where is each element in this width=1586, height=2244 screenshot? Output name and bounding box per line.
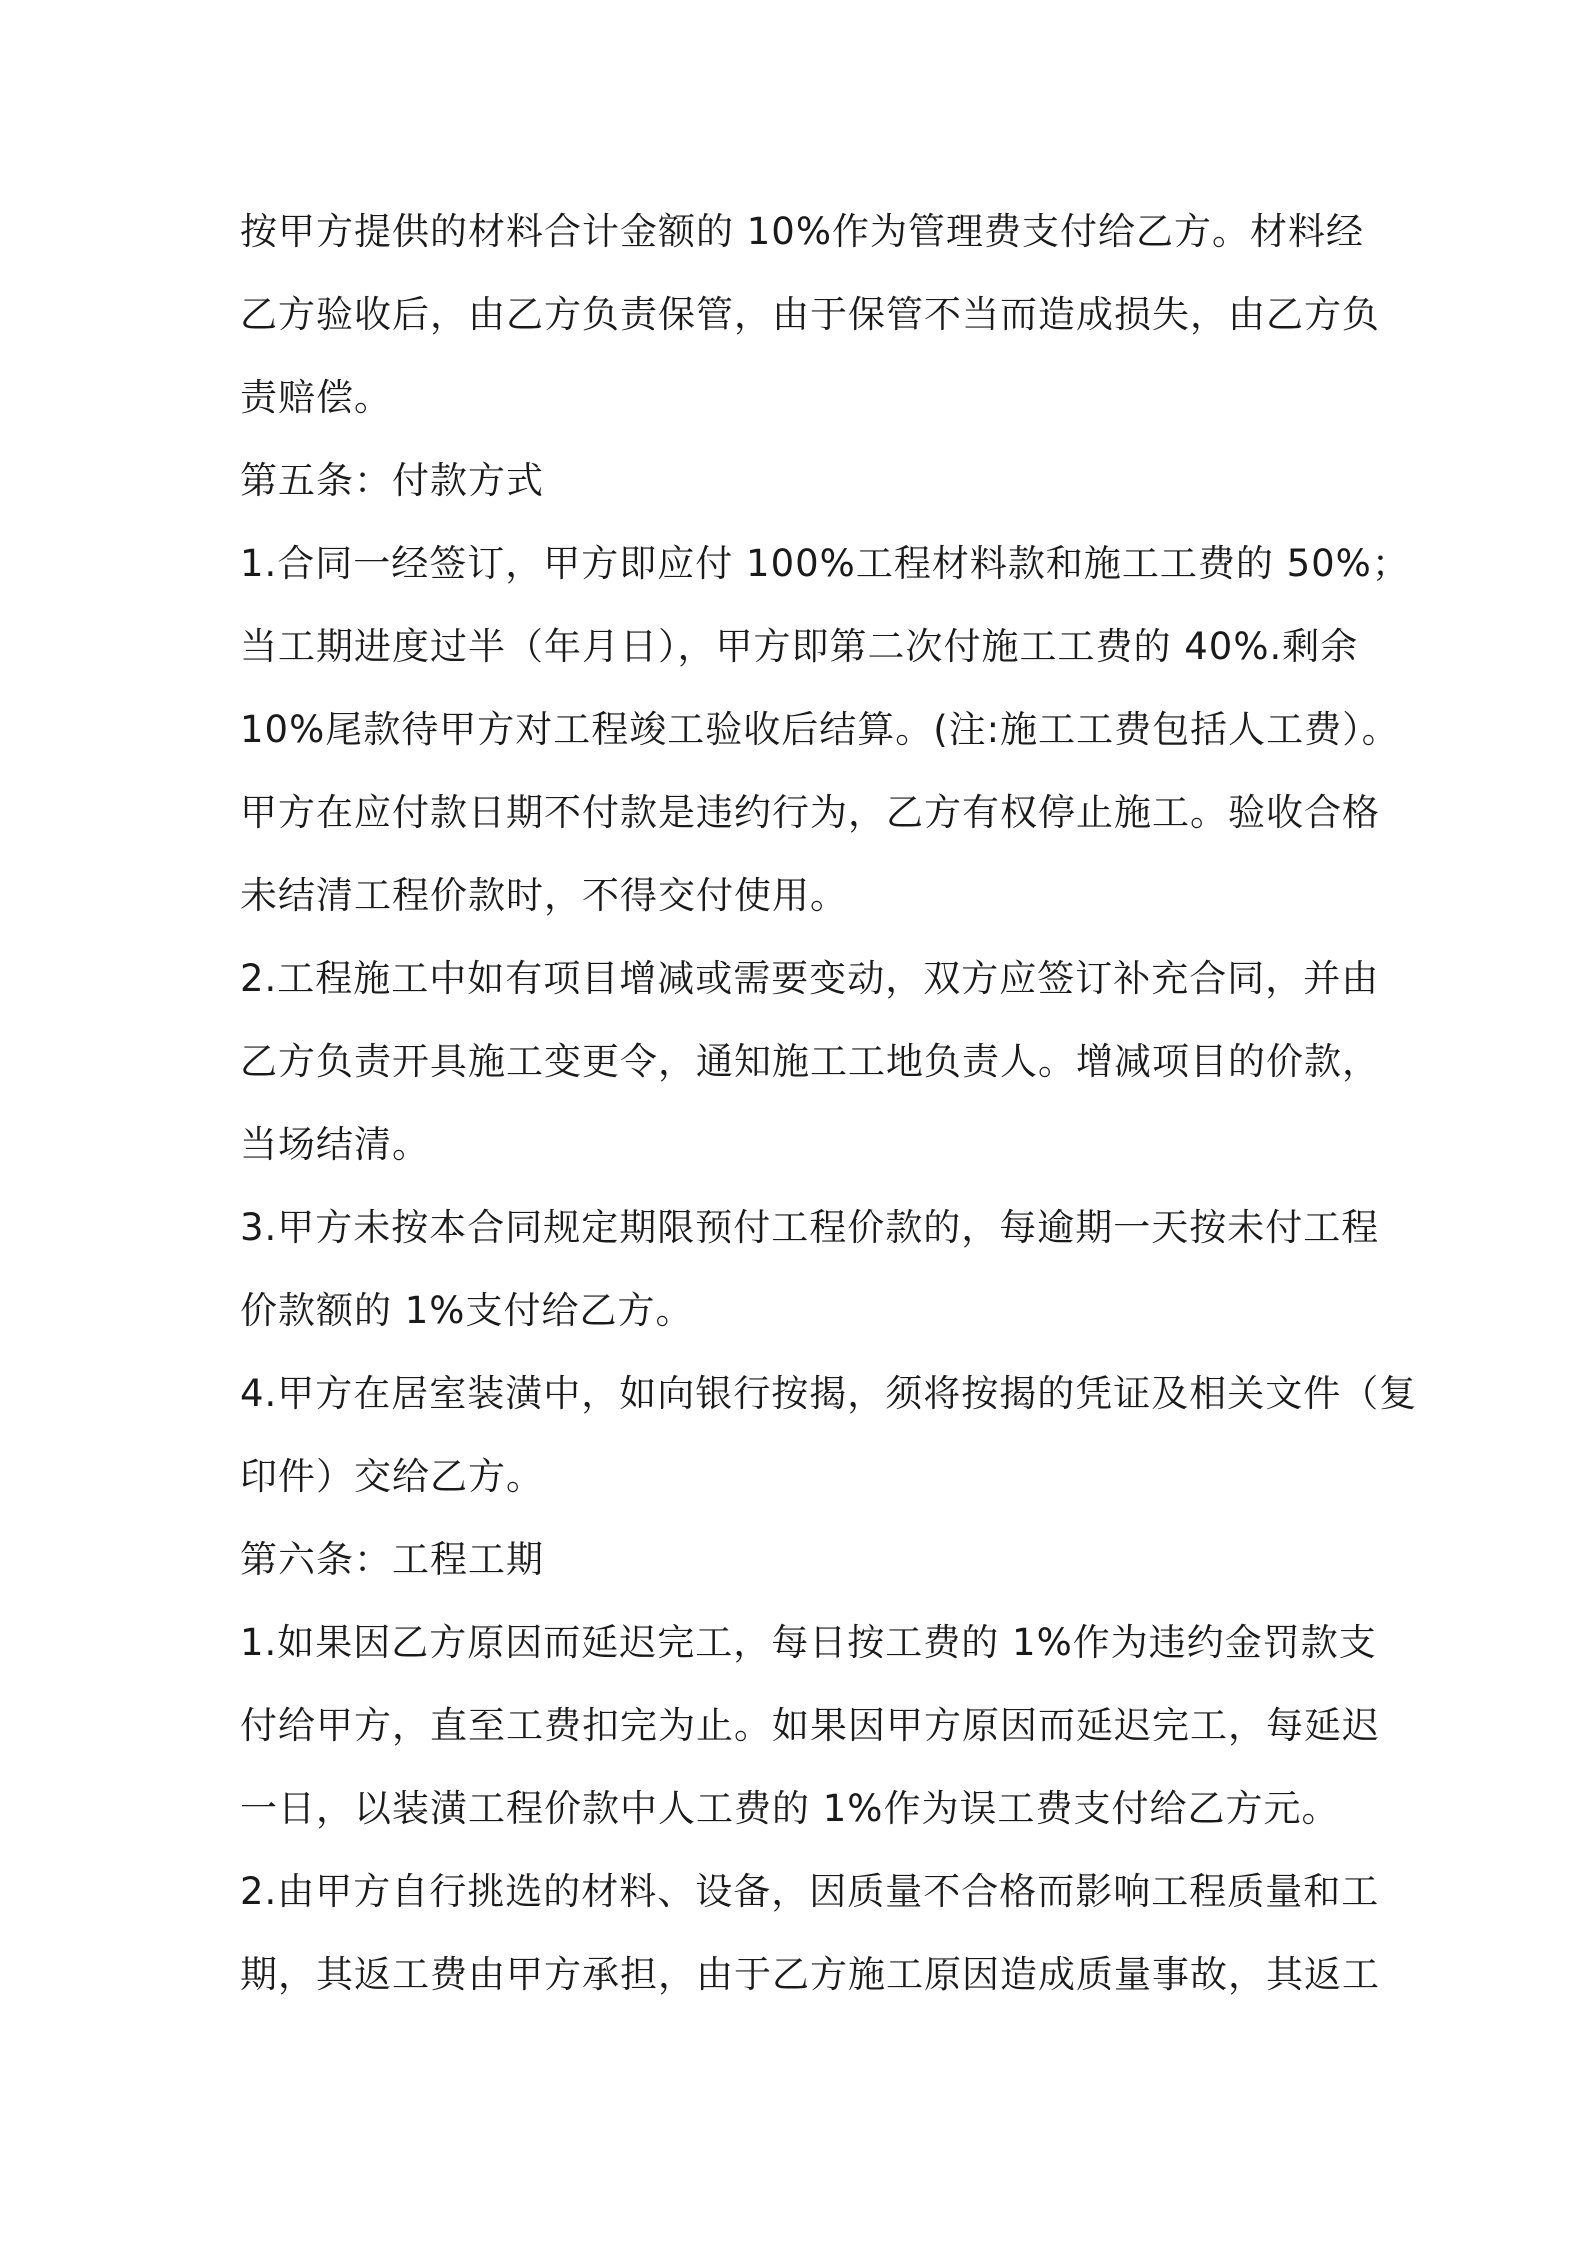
paragraph-line: 4.甲方在居室装潢中，如向银行按揭，须将按揭的凭证及相关文件（复 <box>240 1372 1418 1415</box>
paragraph-line: 乙方负责开具施工变更令，通知施工工地负责人。增减项目的价款， <box>240 1040 1380 1083</box>
document-body <box>240 190 1418 2016</box>
paragraph-line: 一日，以装潢工程价款中人工费的 1%作为误工费支付给乙方元。 <box>240 1787 1340 1830</box>
paragraph-line: 1.合同一经签订，甲方即应付 100%工程材料款和施工工费的 50%； <box>240 542 1410 585</box>
paragraph-line: 印件）交给乙方。 <box>240 1455 544 1498</box>
paragraph-line: 甲方在应付款日期不付款是违约行为，乙方有权停止施工。验收合格 <box>240 791 1380 834</box>
paragraph-line: 2.由甲方自行挑选的材料、设备，因质量不合格而影响工程质量和工 <box>240 1870 1380 1913</box>
paragraph-line: 责赔偿。 <box>240 376 392 419</box>
paragraph-line: 乙方验收后，由乙方负责保管，由于保管不当而造成损失，由乙方负 <box>240 293 1380 336</box>
paragraph-line: 付给甲方，直至工费扣完为止。如果因甲方原因而延迟完工，每延迟 <box>240 1704 1380 1747</box>
paragraph-line: 未结清工程价款时，不得交付使用。 <box>240 874 848 917</box>
paragraph-line: 3.甲方未按本合同规定期限预付工程价款的，每逾期一天按未付工程 <box>240 1206 1380 1249</box>
paragraph-line: 按甲方提供的材料合计金额的 10%作为管理费支付给乙方。材料经 <box>240 210 1364 253</box>
section-heading-article-6: 第六条：工程工期 <box>240 1538 544 1581</box>
section-heading-article-5: 第五条：付款方式 <box>240 459 544 502</box>
paragraph-line: 价款额的 1%支付给乙方。 <box>240 1289 694 1332</box>
paragraph-line: 2.工程施工中如有项目增减或需要变动，双方应签订补充合同，并由 <box>240 957 1380 1000</box>
paragraph-line: 1.如果因乙方原因而延迟完工，每日按工费的 1%作为违约金罚款支 <box>240 1621 1377 1664</box>
paragraph-line: 当场结清。 <box>240 1123 430 1166</box>
paragraph-line: 当工期进度过半（年月日），甲方即第二次付施工工费的 40%.剩余 <box>240 625 1359 668</box>
paragraph-line: 10%尾款待甲方对工程竣工验收后结算。(注:施工工费包括人工费）。 <box>240 708 1400 751</box>
paragraph-line: 期，其返工费由甲方承担，由于乙方施工原因造成质量事故，其返工 <box>240 1953 1380 1996</box>
